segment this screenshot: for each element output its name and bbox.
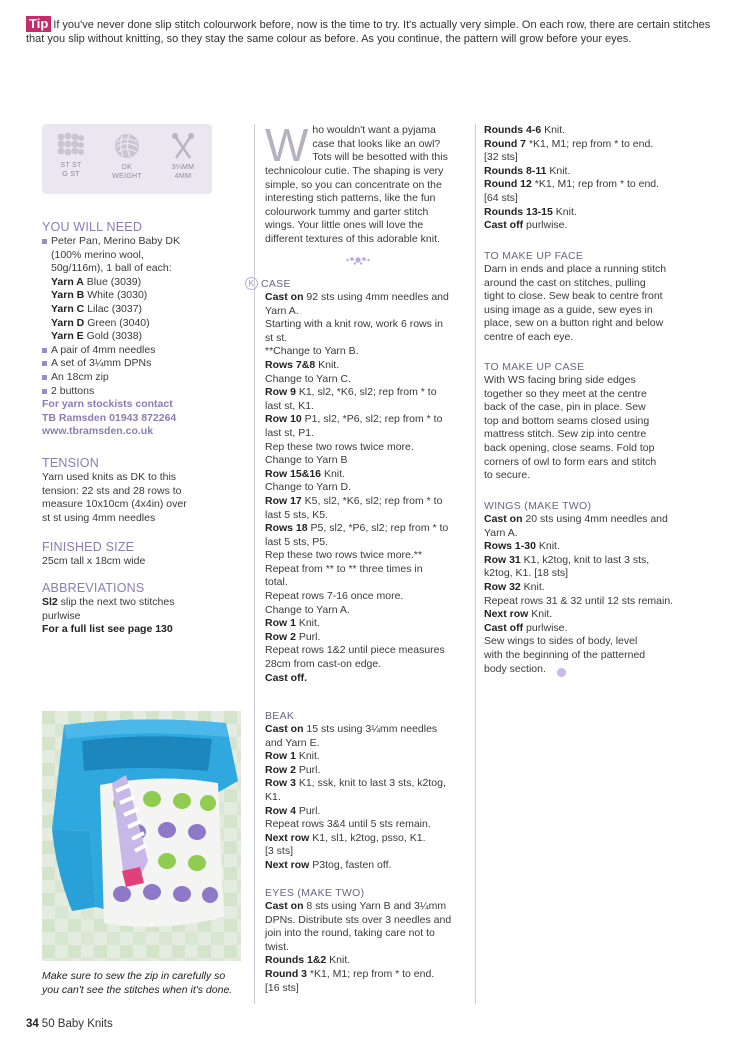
yarn-row (51, 289, 242, 303)
photo-caption (42, 969, 247, 997)
instruction-text: Change to Yarn D. (265, 481, 351, 494)
instruction-line (265, 737, 470, 751)
instruction-text: P1, sl2, *P6, sl2; rep from * to (301, 413, 443, 426)
list-item (42, 371, 242, 385)
abbreviation-definition: slip the next two stitches (57, 596, 175, 608)
gauge-caption: ST ST G ST (60, 162, 82, 178)
instruction-text: Knit. (520, 580, 545, 593)
instruction-text: Change to Yarn B (265, 454, 348, 467)
knitting-needles-icon (170, 132, 196, 160)
instruction-line (265, 305, 470, 319)
instruction-term: Rows 1-30 (484, 540, 536, 553)
instruction-text: Knit. (295, 750, 320, 763)
instruction-line (484, 206, 694, 220)
instruction-text: Knit. (315, 358, 340, 371)
instruction-line (265, 481, 470, 495)
instruction-text: DPNs. Distribute sts over 3 needles and (265, 913, 452, 926)
instruction-text: *K1, M1; rep from * to end. (307, 967, 435, 980)
instruction-text: Repeat from ** to ** three times in (265, 562, 423, 575)
full-list-reference: For a full list see page 130 (42, 623, 173, 636)
wings-section (484, 499, 694, 676)
list-item-text: 2 buttons (51, 384, 95, 397)
you-will-need-section (42, 220, 242, 439)
text-line: tight to close. Sew beak to centre front (484, 290, 663, 303)
instruction-line (265, 495, 470, 509)
instruction-line (265, 900, 470, 914)
instruction-line (484, 219, 694, 233)
list-item (42, 357, 242, 371)
text-line: mattress stitch. Sew zip into centre (484, 428, 647, 441)
instruction-line (265, 427, 470, 441)
instruction-line (265, 791, 470, 805)
wings-heading: WINGS (MAKE TWO) (484, 500, 592, 512)
eyes-continued-section (484, 124, 694, 233)
eyes-instructions (265, 900, 470, 995)
yarn-value: Blue (3039) (86, 275, 142, 288)
instruction-term: Rounds 8-11 (484, 164, 547, 177)
instruction-term: Rows 7&8 (265, 358, 316, 371)
product-photo (42, 711, 241, 961)
stockist-phone: TB Ramsden 01943 872264 (42, 411, 177, 424)
text-line: With WS facing bring side edges (484, 374, 636, 386)
instruction-text: **Change to Yarn B. (265, 345, 359, 358)
list-item-text: An 18cm zip (51, 370, 109, 383)
needles-caption: 3¼MM 4MM (171, 164, 195, 180)
wings-instructions (484, 513, 694, 676)
intro-paragraph (265, 119, 465, 247)
tension-line: tension: 22 sts and 28 rows to (42, 484, 182, 497)
yarn-label: Yarn B (51, 289, 85, 302)
instruction-line (265, 832, 470, 846)
instruction-text: and Yarn E. (265, 736, 320, 749)
instruction-line (484, 663, 694, 677)
text-line: centre of each eye. (484, 330, 574, 343)
instruction-text: with the beginning of the patterned (484, 648, 646, 661)
knit-badge-icon: K (245, 277, 258, 290)
yarn-brand: Peter Pan, Merino Baby DK (51, 235, 180, 247)
instruction-term: Rounds 4-6 (484, 124, 542, 136)
yarn-label: Yarn C (51, 302, 85, 315)
instruction-line (265, 291, 470, 305)
instruction-line (265, 332, 470, 346)
instruction-line (265, 941, 470, 955)
yarn-quantity: 50g/116m), 1 ball of each: (51, 262, 172, 275)
instruction-text: st st. (265, 331, 288, 344)
instruction-line (265, 359, 470, 373)
instruction-text: Repeat rows 31 & 32 until 12 sts remain. (484, 594, 674, 607)
instruction-line (484, 608, 694, 622)
text-line: back opening, close seams. Fold top (484, 441, 655, 454)
yarn-value: Green (3040) (87, 316, 150, 329)
instruction-line (265, 644, 470, 658)
make-up-case-section (484, 360, 694, 483)
text-line: using image as a guide, sew eyes in (484, 303, 653, 316)
instruction-text: Repeat rows 1&2 until piece measures (265, 644, 445, 657)
instruction-line (484, 595, 694, 609)
instruction-text: purlwise. (523, 219, 568, 232)
text-line: corners of owl to form ears and stitch (484, 455, 657, 468)
tension-heading: TENSION (42, 456, 99, 470)
instruction-term: Round 3 (265, 967, 307, 980)
end-mark-icon (556, 667, 567, 678)
weight-symbol (104, 132, 150, 181)
case-heading-text: CASE (261, 278, 291, 290)
instruction-text: Purl. (295, 630, 321, 643)
instruction-text: [16 sts] (265, 981, 299, 994)
drop-cap: W (265, 119, 309, 171)
list-item (42, 344, 242, 358)
instruction-text: Knit. (546, 164, 571, 177)
yarn-row (51, 330, 242, 344)
tension-line: st st using 4mm needles (42, 511, 156, 524)
instruction-term: Row 4 (265, 804, 296, 817)
instruction-text: *K1, M1; rep from * to end. (531, 178, 660, 191)
yarn-fibre: (100% merino wool, (51, 248, 144, 261)
instruction-text: Knit. (326, 954, 351, 967)
page-number: 34 (26, 1018, 39, 1030)
instruction-text: *K1, M1; rep from * to end. (526, 137, 654, 150)
make-up-face-text (484, 263, 694, 345)
instruction-term: Cast on (484, 513, 523, 525)
instruction-text: K1, k2tog, knit to last 3 sts, (520, 553, 650, 566)
instruction-text: K1, sl1, k2tog, psso, K1. (309, 831, 426, 844)
instruction-term: Row 32 (484, 580, 521, 593)
instruction-text: purlwise. (523, 621, 568, 634)
bullet-square (42, 389, 47, 394)
instruction-line (265, 845, 470, 859)
instruction-term: Next row (265, 858, 310, 871)
text-line: to secure. (484, 469, 531, 482)
finished-size-text: 25cm tall x 18cm wide (42, 555, 146, 567)
caption-line: you can't see the stitches when it's done. (42, 984, 233, 996)
finished-size-section (42, 540, 242, 569)
bullet-square (42, 348, 47, 353)
you-will-need-heading: YOU WILL NEED (42, 220, 143, 234)
yarn-row (51, 276, 242, 290)
instruction-text: [64 sts] (484, 191, 518, 204)
instruction-line (265, 468, 470, 482)
beak-section (265, 709, 470, 873)
instruction-text: last 5 sts, K5. (265, 508, 329, 521)
instruction-line (484, 151, 694, 165)
page-footer (26, 1018, 113, 1030)
eyes-heading: EYES (MAKE TWO) (265, 887, 365, 899)
abbreviations-section (42, 581, 242, 637)
instruction-line (265, 982, 470, 996)
instruction-text: Change to Yarn C. (265, 372, 351, 385)
instruction-line (265, 631, 470, 645)
abbreviations-heading: ABBREVIATIONS (42, 581, 145, 595)
instruction-text: K1. (265, 790, 281, 803)
case-heading (248, 277, 470, 291)
ornament-divider-icon (345, 254, 371, 266)
yarn-value: Gold (3038) (86, 330, 143, 343)
tip-text: If you've never done slip stitch colourwork before, now is the time to try. It's actually very simple. On each row, there are certain stitches that you slip without knitting, so they stay the same colour as before. As you continue, the pattern will grow before your eyes. (26, 19, 711, 45)
instruction-text: last st, K1. (265, 399, 315, 412)
instruction-term: Cast on (265, 900, 304, 912)
instruction-text: Purl. (295, 763, 321, 776)
finished-size-heading: FINISHED SIZE (42, 540, 135, 554)
instruction-line (484, 192, 694, 206)
instruction-term: Cast on (265, 723, 304, 735)
yarn-row (51, 303, 242, 317)
stockist-url[interactable]: www.tbramsden.co.uk (42, 425, 154, 438)
instruction-line (265, 549, 470, 563)
instruction-line (265, 777, 470, 791)
gauge-symbol (48, 132, 94, 179)
instruction-text: last st, P1. (265, 426, 315, 439)
instruction-term: Rounds 13-15 (484, 205, 553, 218)
instruction-line (484, 165, 694, 179)
instruction-text: 92 sts using 4mm needles and (303, 291, 449, 303)
instruction-line (265, 386, 470, 400)
instruction-text: Repeat rows 3&4 until 5 sts remain. (265, 818, 431, 831)
text-line: top and bottom seams closed using (484, 414, 650, 427)
instruction-line (265, 400, 470, 414)
instruction-line (484, 513, 694, 527)
owl-case-photo (42, 711, 241, 961)
instruction-text: Knit. (295, 617, 320, 630)
instruction-text: twist. (265, 940, 289, 953)
instruction-line (484, 554, 694, 568)
instruction-text: Purl. (295, 804, 321, 817)
instruction-term: Row 1 (265, 750, 296, 763)
instruction-text: join into the round, taking care not to (265, 927, 435, 940)
make-up-face-section (484, 249, 694, 345)
instruction-text: Repeat rows 7-16 once more. (265, 590, 404, 603)
instruction-term: Row 17 (265, 494, 302, 507)
instruction-text: Change to Yarn A. (265, 603, 350, 616)
yarn-label: Yarn A (51, 275, 84, 288)
instruction-term: Next row (484, 608, 529, 621)
text-line: back of the case, pin in place. Sew (484, 401, 646, 414)
caption-line: Make sure to sew the zip in carefully so (42, 970, 226, 982)
instruction-term: Cast off (484, 621, 524, 634)
instruction-line (265, 373, 470, 387)
instruction-term: Row 9 (265, 386, 296, 399)
instruction-text: 15 sts using 3¼mm needles (303, 723, 438, 735)
instruction-line (484, 622, 694, 636)
instruction-line (265, 750, 470, 764)
instruction-line (265, 441, 470, 455)
instruction-text: Rep these two rows twice more.** (265, 549, 422, 562)
intro-line: ho wouldn't want a pyjama (312, 124, 436, 136)
instruction-term: Cast off (484, 219, 524, 232)
make-up-case-text (484, 374, 694, 483)
instruction-term: Round 12 (484, 178, 532, 191)
instruction-line (484, 138, 694, 152)
instruction-text: Knit. (535, 540, 560, 553)
instruction-text: 28cm from cast-on edge. (265, 658, 382, 671)
instruction-line (265, 805, 470, 819)
instruction-line (484, 124, 694, 138)
intro-line: technicolour cutie. The shaping is very (265, 165, 444, 177)
instruction-line (265, 764, 470, 778)
instruction-text: K5, sl2, *K6, sl2; rep from * to (301, 494, 443, 507)
yarn-value: White (3030) (87, 289, 148, 302)
intro-line: simple, so you can concentrate on the (265, 178, 442, 191)
instruction-line (265, 536, 470, 550)
instruction-term: Cast off. (265, 671, 307, 684)
bullet-square (42, 239, 47, 244)
yarn-ball-icon (113, 132, 141, 160)
instruction-line (265, 454, 470, 468)
instruction-line (484, 635, 694, 649)
instruction-text: P5, sl2, *P6, sl2; rep from * to (307, 522, 449, 535)
instruction-line (265, 914, 470, 928)
instruction-text: [32 sts] (484, 151, 518, 164)
instruction-text: Knit. (528, 608, 553, 621)
yarn-value: Lilac (3037) (87, 302, 143, 315)
instruction-term: Row 2 (265, 763, 296, 776)
instruction-line (484, 527, 694, 541)
instruction-line (265, 318, 470, 332)
intro-line: different textures of this adorable knit. (265, 232, 440, 245)
case-instructions (265, 291, 470, 685)
instruction-line (265, 590, 470, 604)
instruction-text: Knit. (541, 124, 566, 136)
instruction-text: 8 sts using Yarn B and 3¼mm (303, 900, 447, 912)
instruction-line (484, 649, 694, 663)
instruction-line (265, 723, 470, 737)
instruction-term: Row 2 (265, 630, 296, 643)
instruction-text: Knit. (321, 467, 345, 480)
make-up-case-heading: TO MAKE UP CASE (484, 361, 585, 373)
tension-line: measure 10x10cm (4x4in) over (42, 498, 187, 511)
instruction-line (265, 672, 470, 686)
beak-instructions (265, 723, 470, 873)
stitch-swatch-icon (56, 132, 86, 158)
text-line: together so they meet at the centre (484, 387, 647, 400)
instruction-term: Row 31 (484, 553, 521, 566)
intro-line: case that looks like an owl? (312, 137, 441, 150)
instruction-line (265, 859, 470, 873)
instruction-text: [3 sts] (265, 845, 294, 858)
instruction-term: Rows 18 (265, 522, 308, 535)
bullet-square (42, 361, 47, 366)
tension-line: Yarn used knits as DK to this (42, 471, 177, 483)
text-line: Darn in ends and place a running stitch (484, 263, 667, 275)
tension-section (42, 456, 242, 525)
abbreviation-definition-cont: purlwise (42, 609, 81, 622)
text-line: place, sew on a button right and below (484, 317, 664, 330)
weight-caption: DK WEIGHT (112, 164, 142, 180)
instruction-text: K1, sl2, *K6, sl2; rep from * to (295, 386, 437, 399)
text-line: around the cast on stitches, pulling (484, 276, 646, 289)
instruction-line (265, 509, 470, 523)
instruction-line (484, 540, 694, 554)
instruction-text: Rep these two rows twice more. (265, 440, 414, 453)
instruction-line (265, 345, 470, 359)
instruction-line (265, 968, 470, 982)
column-divider (254, 124, 255, 1004)
instruction-line (484, 581, 694, 595)
instruction-line (265, 522, 470, 536)
instruction-line (265, 576, 470, 590)
instruction-text: Sew wings to sides of body, level (484, 635, 638, 648)
yarn-label: Yarn D (51, 316, 85, 329)
instruction-line (265, 658, 470, 672)
instruction-line (265, 617, 470, 631)
instruction-text: total. (265, 576, 288, 589)
instruction-text: Knit. (552, 205, 577, 218)
intro-line: colourwork tummy and garter stitch (265, 205, 429, 218)
instruction-line (265, 413, 470, 427)
eyes-section (265, 886, 470, 995)
instruction-line (265, 818, 470, 832)
pattern-symbols-box (42, 124, 212, 194)
list-item-text: A set of 3¼mm DPNs (51, 357, 152, 370)
tip-badge: Tip (26, 16, 51, 32)
column-divider (475, 124, 476, 1004)
instruction-line (265, 927, 470, 941)
instruction-text: k2tog, K1. [18 sts] (484, 567, 569, 580)
instruction-term: Row 15&16 (265, 467, 322, 480)
magazine-title: 50 Baby Knits (41, 1018, 113, 1030)
list-item (42, 235, 242, 344)
needles-symbol (160, 132, 206, 181)
instruction-text: Yarn A. (265, 304, 299, 317)
instruction-text: 20 sts using 4mm needles and (522, 513, 668, 525)
intro-line: wings. Your little ones will love the (265, 219, 424, 232)
tip-box (26, 16, 726, 46)
instruction-line (265, 954, 470, 968)
instruction-line (484, 567, 694, 581)
list-item-text: A pair of 4mm needles (51, 343, 156, 356)
instruction-term: Cast on (265, 291, 304, 303)
yarn-label: Yarn E (51, 330, 84, 343)
instruction-line (265, 563, 470, 577)
instruction-text: last 5 sts, P5. (265, 535, 329, 548)
instruction-text: Yarn A. (484, 526, 518, 539)
intro-line: interesting stich patterns, like the fun (265, 192, 436, 205)
case-section (248, 277, 470, 685)
instruction-term: Row 10 (265, 413, 302, 426)
abbreviation-row (42, 596, 242, 610)
intro-line: Tots will be besotted with this (312, 151, 448, 164)
instruction-text: body section. (484, 662, 546, 675)
instruction-text: P3tog, fasten off. (309, 858, 392, 871)
instruction-line (265, 604, 470, 618)
list-item (42, 385, 242, 399)
instruction-term: Row 1 (265, 617, 296, 630)
instruction-line (484, 178, 694, 192)
eyes-continued-instructions (484, 124, 694, 233)
instruction-term: Round 7 (484, 137, 526, 150)
instruction-term: Rounds 1&2 (265, 954, 327, 967)
make-up-face-heading: TO MAKE UP FACE (484, 250, 584, 262)
materials-list (42, 235, 242, 398)
abbreviation-term: Sl2 (42, 596, 58, 608)
beak-heading: BEAK (265, 710, 295, 722)
instruction-term: Next row (265, 831, 310, 844)
instruction-text: Starting with a knit row, work 6 rows in (265, 318, 443, 331)
instruction-text: K1, ssk, knit to last 3 sts, k2tog, (295, 777, 446, 790)
bullet-square (42, 375, 47, 380)
yarn-row (51, 317, 242, 331)
stockist-contact: For yarn stockists contact (42, 398, 173, 411)
instruction-term: Row 3 (265, 777, 296, 790)
